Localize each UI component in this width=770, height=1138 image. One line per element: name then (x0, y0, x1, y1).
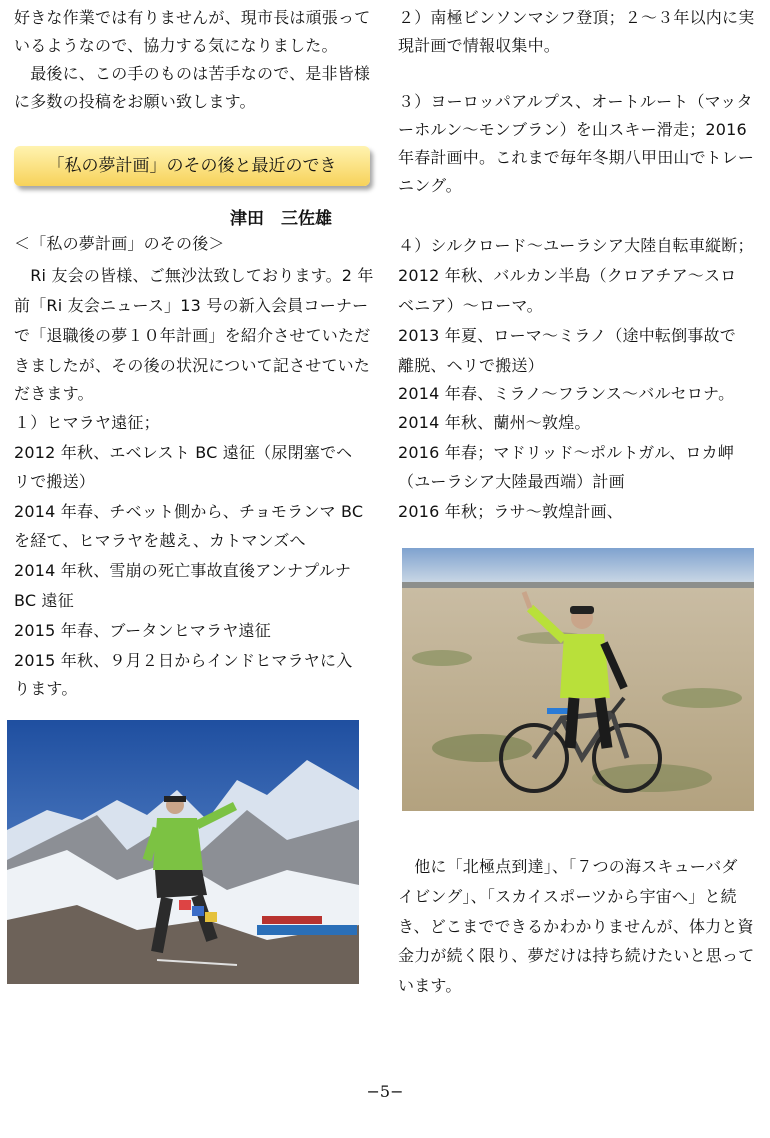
body-line: （ユーラシア大陸最西端）計画 (398, 472, 625, 491)
subheading: ＜「私の夢計画」のその後＞ (14, 234, 225, 253)
body-line: 2014 年秋、雪崩の死亡事故直後アンナプルナ (14, 561, 352, 580)
body-line: 前「Ri 友会ニュース」13 号の新入会員コーナー (14, 296, 369, 315)
body-line: ２）南極ビンソンマシフ登頂；２～３年以内に実 (398, 8, 755, 27)
closing-line: イビング」、「スカイスポーツから宇宙へ」と続 (398, 887, 737, 906)
author-name: 津田 三佐雄 (230, 209, 332, 229)
body-line: 年春計画中。これまで毎年冬期八甲田山でトレー (398, 148, 755, 167)
body-line: 2014 年春、チベット側から、チョモランマ BC (14, 502, 364, 521)
body-line: ベニア）～ローマ。 (398, 296, 543, 315)
closing-line: 他に「北極点到達」、「７つの海スキューバダ (398, 857, 738, 876)
body-line: 現計画で情報収集中。 (398, 36, 561, 55)
closing-line: 金力が続く限り、夢だけは持ち続けたいと思って (398, 946, 755, 965)
body-line: きましたが、その後の状況について記させていた (14, 356, 371, 375)
body-line: ーホルン～モンブラン）を山スキー滑走；2016 (398, 120, 747, 139)
himalaya-photo (7, 720, 359, 984)
intro-line: 好きな作業では有りませんが、現市長は頑張って (14, 8, 371, 27)
bicycle-photo-image (402, 548, 754, 811)
body-line: 2014 年秋、蘭州～敦煌。 (398, 413, 591, 432)
body-line: 2015 年秋、９月２日からインドヒマラヤに入 (14, 651, 353, 670)
intro-line: いるようなので、協力する気になりました。 (14, 36, 338, 55)
body-line: を経て、ヒマラヤを越え、カトマンズへ (14, 531, 306, 550)
body-line: ニング。 (398, 176, 462, 195)
body-line: 離脱、ヘリで搬送） (398, 356, 544, 375)
body-line: 2014 年春、ミラノ～フランス～バルセロナ。 (398, 384, 735, 403)
body-line: 2016 年春；マドリッド～ポルトガル、ロカ岬 (398, 443, 735, 462)
body-line: 2013 年夏、ローマ～ミラノ（途中転倒事故で (398, 326, 736, 345)
section-title: 「私の夢計画」のその後と最近のでき (47, 156, 337, 176)
body-line: ４）シルクロード～ユーラシア大陸自転車縦断； (398, 236, 754, 255)
body-line: 2016 年秋；ラサ～敦煌計画、 (398, 502, 624, 521)
body-line: BC 遠征 (14, 591, 74, 610)
body-line: ３）ヨーロッパアルプス、オートルート（マッタ (398, 92, 753, 111)
intro-line: に多数の投稿をお願い致します。 (14, 92, 256, 111)
body-line: ります。 (14, 679, 78, 698)
body-line: 2012 年秋、バルカン半島（クロアチア～スロ (398, 266, 737, 285)
bicycle-photo (402, 548, 754, 811)
page-number: −5− (366, 1082, 404, 1101)
closing-line: います。 (398, 976, 462, 995)
intro-line: 最後に、この手のものは苦手なので、是非皆様 (14, 64, 371, 83)
body-line: Ri 友会の皆様、ご無沙汰致しております。2 年 (14, 266, 374, 285)
body-line: だきます。 (14, 384, 94, 403)
closing-line: き、どこまでできるかわかりませんが、体力と資 (398, 917, 754, 936)
body-line: 2015 年春、ブータンヒマラヤ遠征 (14, 621, 271, 640)
body-line: 2012 年秋、エベレスト BC 遠征（尿閉塞でヘ (14, 443, 353, 462)
body-line: で「退職後の夢１０年計画」を紹介させていただ (14, 326, 371, 345)
section-title-banner (14, 146, 370, 186)
list-heading: １）ヒマラヤ遠征； (14, 413, 160, 432)
himalaya-photo-image (7, 720, 359, 984)
body-line: リで搬送） (14, 472, 96, 491)
